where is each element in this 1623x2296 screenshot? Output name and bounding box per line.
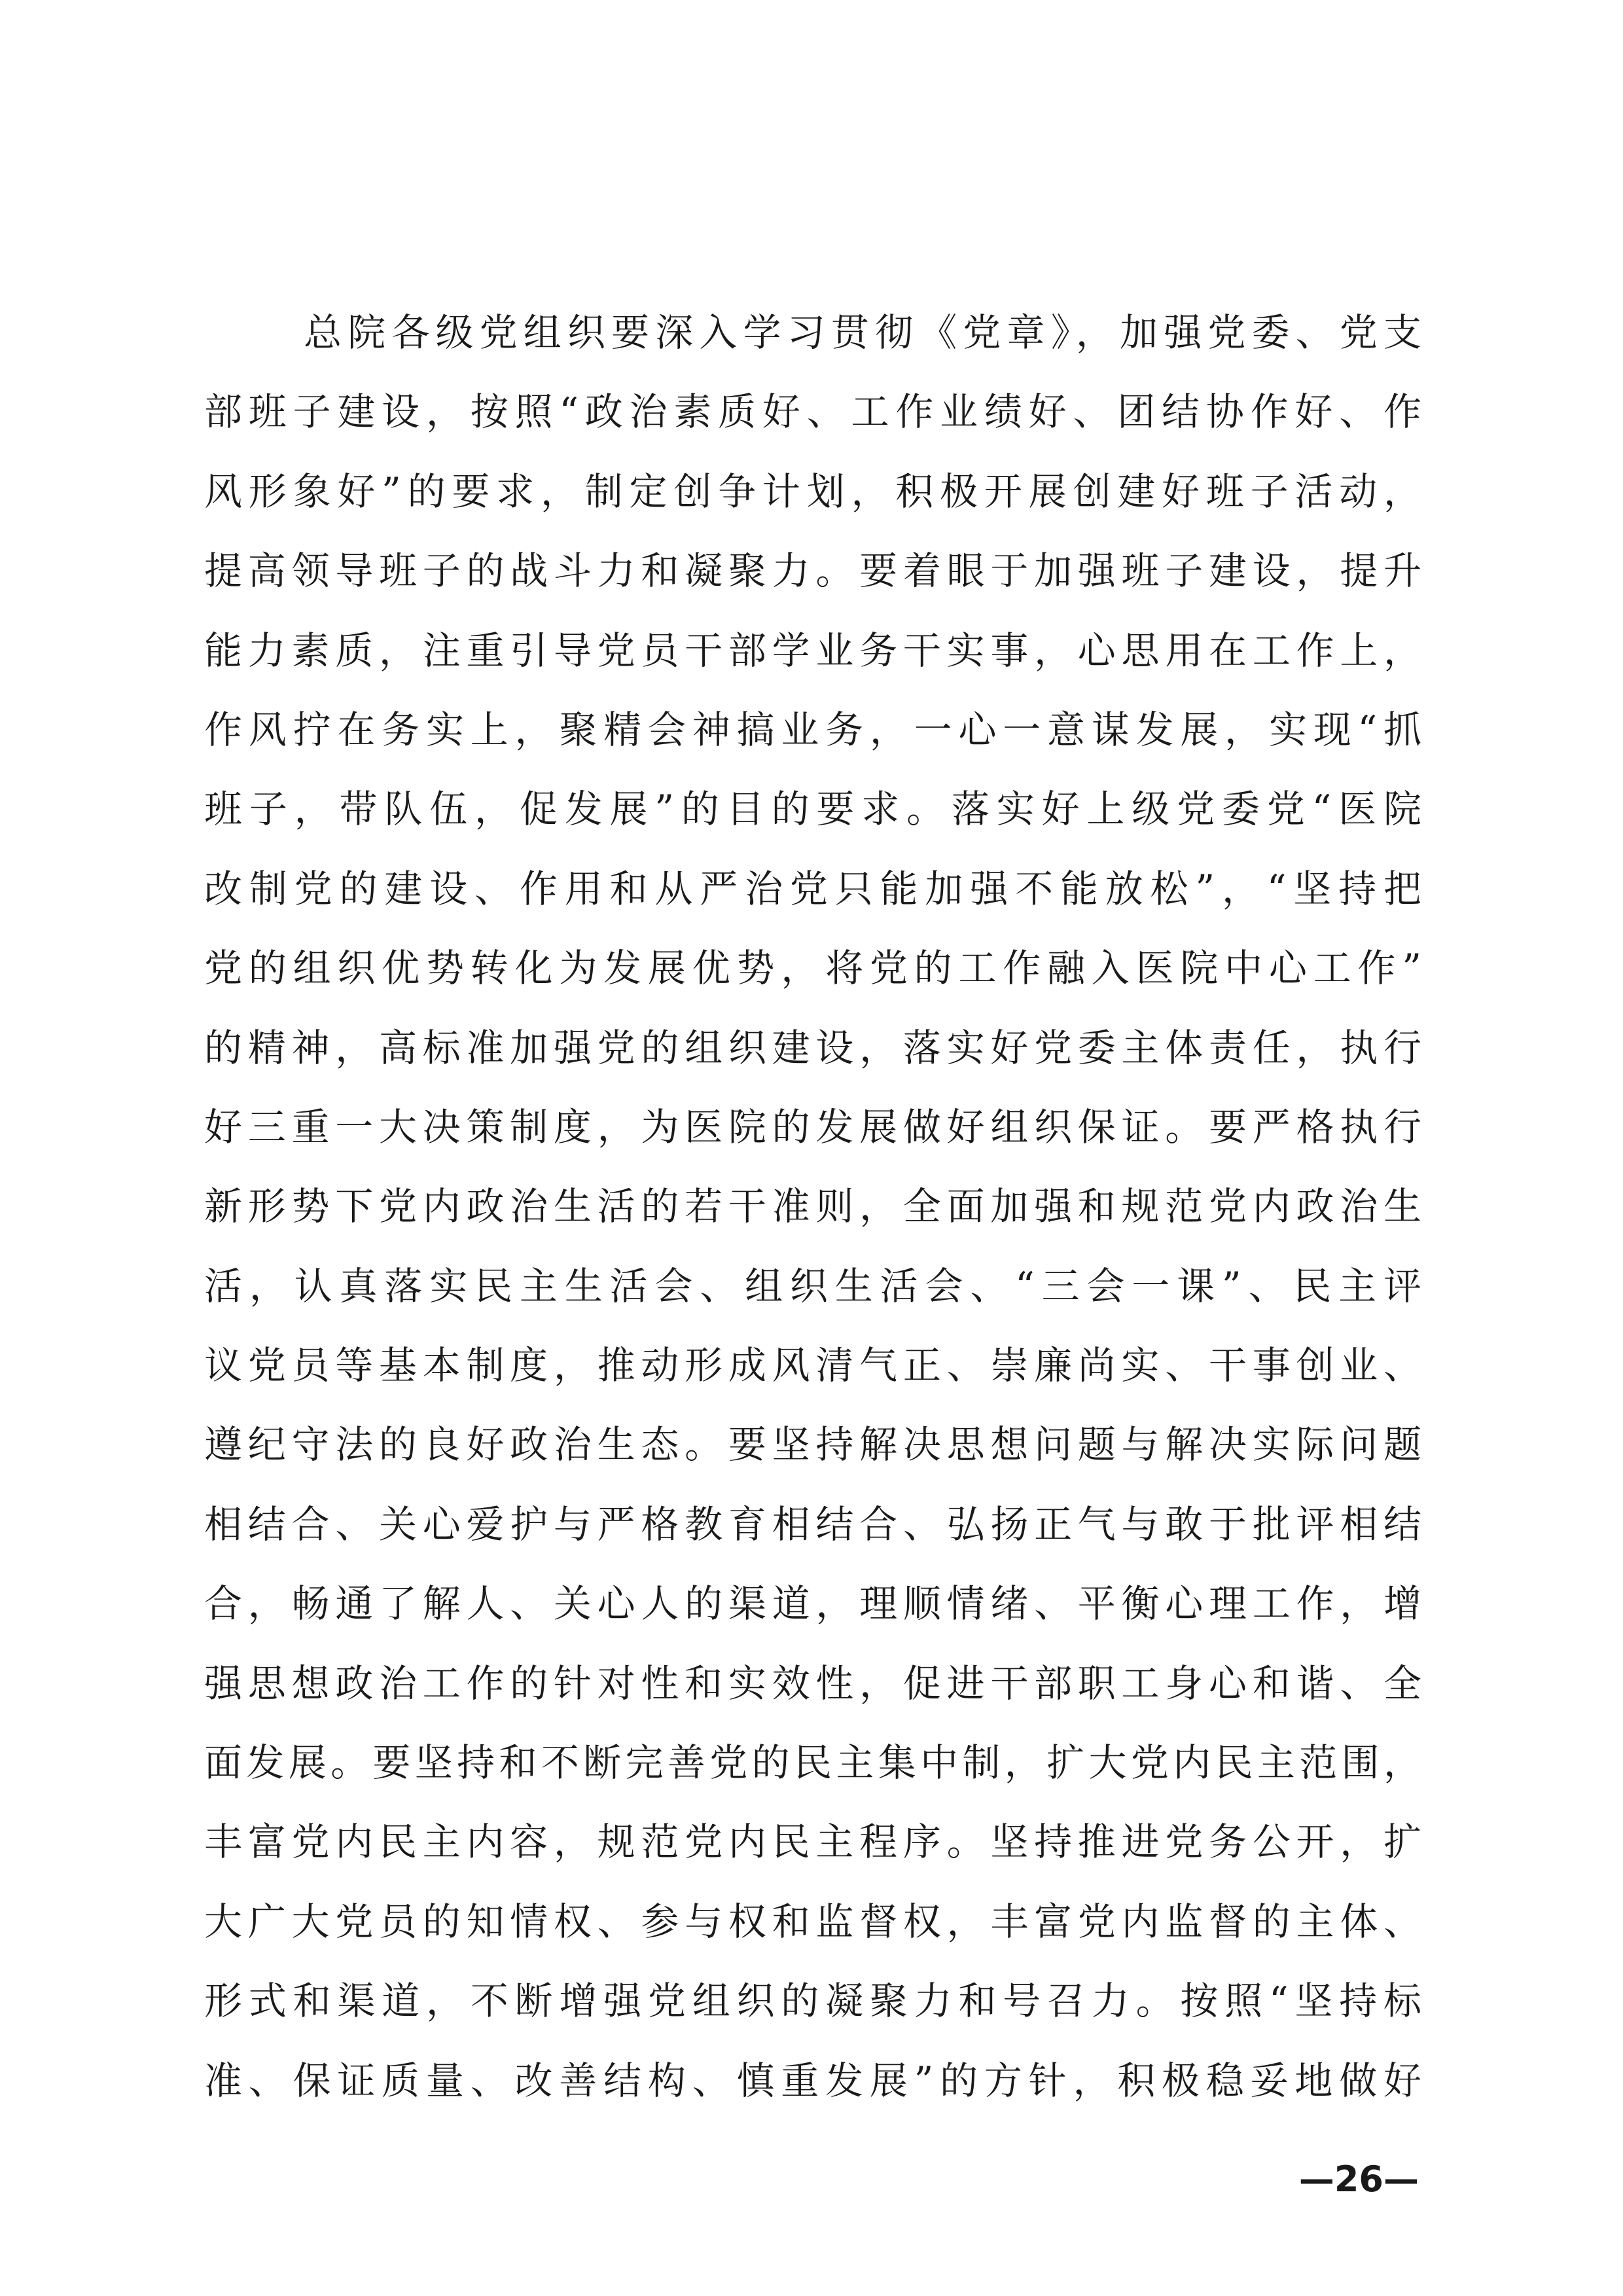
text-line: 准、保证质量、改善结构、慎重发展”的方针，积极稳妥地做好 bbox=[204, 2058, 1421, 2103]
text-line: 总院各级党组织要深入学习贯彻《党章》，加强党委、党支 bbox=[304, 310, 1421, 355]
text-line: 形式和渠道，不断增强党组织的凝聚力和号召力。按照“坚持标 bbox=[204, 1979, 1421, 2024]
text-line: 遵纪守法的良好政治生态。要坚持解决思想问题与解决实际问题 bbox=[204, 1422, 1421, 1467]
text-line: 的精神，高标准加强党的组织建设，落实好党委主体责任，执行 bbox=[204, 1025, 1421, 1070]
body-paragraph bbox=[204, 293, 1421, 2121]
text-line: 丰富党内民主内容，规范党内民主程序。坚持推进党务公开，扩 bbox=[204, 1820, 1421, 1865]
text-line: 党的组织优势转化为发展优势，将党的工作融入医院中心工作” bbox=[204, 946, 1421, 991]
text-line: 作风拧在务实上，聚精会神搞业务，一心一意谋发展，实现“抓 bbox=[204, 707, 1421, 752]
text-line: 风形象好”的要求，制定创争计划，积极开展创建好班子活动， bbox=[204, 469, 1421, 514]
page-number: —26— bbox=[1298, 2159, 1419, 2200]
text-line: 相结合、关心爱护与严格教育相结合、弘扬正气与敢于批评相结 bbox=[204, 1501, 1421, 1547]
text-line: 新形势下党内政治生活的若干准则，全面加强和规范党内政治生 bbox=[204, 1184, 1421, 1229]
text-line: 班子，带队伍，促发展”的目的要求。落实好上级党委党“医院 bbox=[204, 787, 1421, 832]
text-line: 面发展。要坚持和不断完善党的民主集中制，扩大党内民主范围， bbox=[204, 1740, 1421, 1785]
text-line: 活，认真落实民主生活会、组织生活会、“三会一课”、民主评 bbox=[204, 1263, 1421, 1308]
text-line: 提高领导班子的战斗力和凝聚力。要着眼于加强班子建设，提升 bbox=[204, 548, 1421, 594]
text-line: 能力素质，注重引导党员干部学业务干实事，心思用在工作上， bbox=[204, 628, 1421, 673]
text-line: 大广大党员的知情权、参与权和监督权，丰富党内监督的主体、 bbox=[204, 1899, 1421, 1944]
text-line: 强思想政治工作的针对性和实效性，促进干部职工身心和谐、全 bbox=[204, 1660, 1421, 1706]
text-line: 部班子建设，按照“政治素质好、工作业绩好、团结协作好、作 bbox=[204, 389, 1421, 435]
text-line: 好三重一大决策制度，为医院的发展做好组织保证。要严格执行 bbox=[204, 1104, 1421, 1149]
text-line: 议党员等基本制度，推动形成风清气正、崇廉尚实、干事创业、 bbox=[204, 1343, 1421, 1388]
text-line: 改制党的建设、作用和从严治党只能加强不能放松”，“坚持把 bbox=[204, 866, 1421, 911]
text-line: 合，畅通了解人、关心人的渠道，理顺情绪、平衡心理工作，增 bbox=[204, 1581, 1421, 1626]
